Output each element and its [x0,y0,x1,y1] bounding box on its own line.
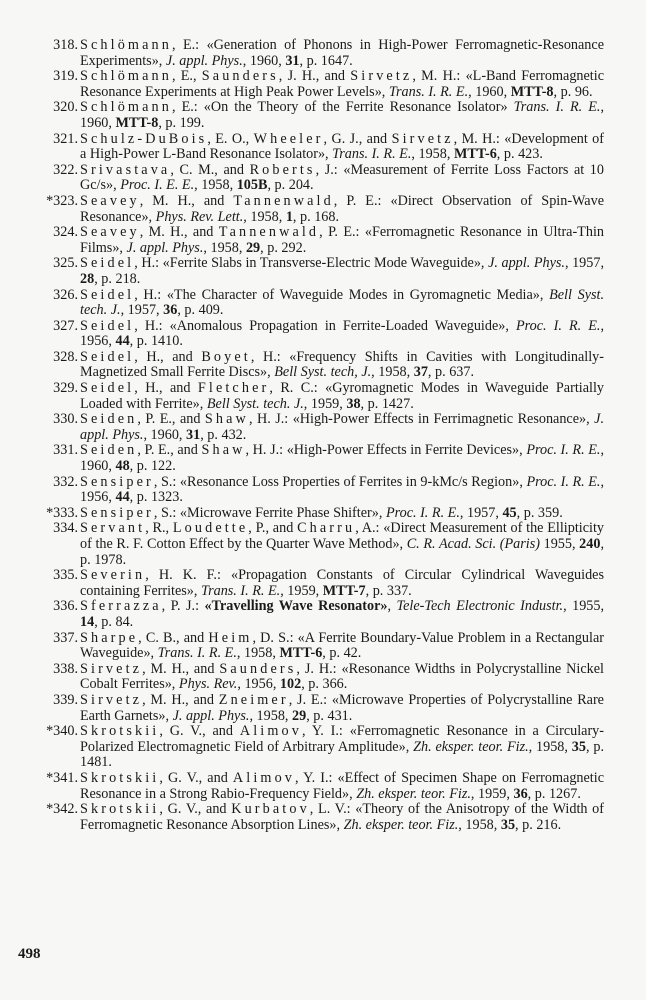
reference-text: , P. E., and [137,411,205,428]
volume-number: 14 [80,613,95,630]
reference-number: 325. [53,255,78,272]
author-name: Zneimer [218,691,289,708]
journal-name: Proc. I. R. E. [385,504,460,521]
reference-text: , 1957, [459,504,503,521]
reference-entry [18,69,604,100]
journal-name: Proc. I. R. E. [526,473,601,490]
reference-text: , H.: «Frequency Shifts in Cavities with Longitudinally-Magnetized Small Ferrite Discs», [80,348,604,381]
reference-text: , P. E., and [137,442,202,459]
reference-text: , p. 216. [515,816,562,833]
volume-number: 38 [346,395,361,412]
reference-number: 331. [53,442,78,459]
author-name: Kurbatov [231,801,310,818]
reference-number: 318. [53,37,78,53]
reference-text: , G. V., and [159,769,233,786]
reference-entry [18,475,604,506]
reference-entry [18,319,604,350]
reference-text: , p. 432. [200,426,247,443]
reference-text: , p. 42. [322,645,362,662]
volume-number: 105B [236,177,268,194]
reference-entry [18,412,604,443]
reference-text: , 1958, [243,208,286,225]
reference-text: , 1960, [242,52,286,69]
reference-text: 1955, [539,536,580,552]
reference-text: , p. 1427. [360,395,414,412]
reference-number: 329. [53,380,78,397]
author-name: Sirvetz [80,691,143,708]
journal-name: Trans. I. R. E. [157,645,237,662]
author-name: Sirvetz [350,68,413,85]
volume-number: MTT-8 [510,83,554,100]
reference-text: , 1958, [203,239,246,256]
reference-text: , H.: «Anomalous Propagation in Ferrite-Loaded Waveguide», [134,317,516,334]
author-name: Seidel [80,255,135,272]
volume-number: 45 [502,504,517,521]
reference-text: , H.: «Ferrite Slabs in Transverse-Electric Mode Waveguide», [134,255,489,272]
volume-number: 1 [285,208,293,225]
reference-number: *342. [46,801,78,818]
author-name: Schlömann [80,68,172,85]
journal-name: Zh. eksper. teor. Fiz. [413,738,529,755]
reference-text: , Y. I.: «Ferromagnetic Resonance in a Circulary-Polarized Electromagnetic Field of Arbitrary Amplitude», [80,723,605,755]
author-name: Sirvetz [391,130,454,147]
reference-entry [18,225,604,256]
volume-number: 36 [513,785,528,802]
reference-text: , p. 423. [496,146,543,163]
reference-text: , H. K. F.: «Propagation Constants of Circular Cylindrical Waveguides containing Ferrites», [80,567,604,599]
reference-number: 319. [53,68,78,85]
journal-name: J. appl. Phys. [126,239,204,256]
volume-number: MTT-6 [279,645,323,662]
reference-text: , 1960, [80,99,604,131]
author-name: Seidel [80,380,135,397]
author-name: Fletcher [197,380,270,397]
reference-text: , J.: «Measurement of Ferrite Loss Factors at 10 Gc/s», [80,161,604,194]
reference-text: , p. 122. [129,458,176,475]
reference-text: , p. 1481. [80,738,604,771]
reference-text: , p. 1323. [129,489,183,506]
reference-text: , 1960, [468,83,511,100]
reference-text: , H. J.: «High-Power Effects in Ferrite Devices», [245,442,527,459]
reference-entry [18,443,604,474]
reference-text: , 1956, [237,676,280,693]
reference-number: 332. [53,473,78,490]
journal-name: Trans. I. R. E. [332,146,412,163]
reference-number: *340. [46,723,78,740]
reference-text: , 1956, [80,473,605,506]
reference-number: 326. [53,286,78,303]
reference-entry [18,693,604,724]
reference-entry [18,631,604,662]
journal-name: Bell Syst. tech. J. [206,395,304,412]
author-name: Schlömann [80,99,172,116]
author-name: Heim [208,629,253,646]
reference-text: , p. 218. [94,270,141,287]
author-name: Alimov [239,723,302,740]
volume-number: 102 [279,676,302,693]
reference-text: , G. V., and [159,723,240,740]
reference-number: 320. [53,99,78,116]
reference-number: 328. [53,348,78,365]
reference-entry [18,38,604,69]
journal-name: Proc. I. R. E. [515,317,601,334]
reference-text: , 1958, [249,707,292,724]
reference-entry [18,568,604,599]
reference-entry [18,724,604,771]
reference-text: , H. J.: «High-Power Effects in Ferrimagnetic Resonance», [248,411,595,428]
reference-text: , 1957, [120,302,164,319]
reference-number: 321. [53,130,78,147]
reference-text: , p. 199. [158,114,205,131]
volume-number: 29 [292,707,307,724]
volume-number: 240 [579,536,601,552]
reference-text: , 1958, [236,645,280,662]
reference-text: , 1958, [371,364,414,381]
journal-name: J. appl. Phys. [488,255,565,272]
reference-number: 330. [53,411,78,428]
reference-number: 338. [53,660,78,677]
reference-entry [18,521,604,568]
reference-number: *323. [46,192,78,209]
author-name: Seavey [80,224,140,241]
reference-text: , S.: «Resonance Loss Properties of Ferrites in 9-kMc/s Region», [153,473,527,490]
author-name: Schlömann [80,37,172,53]
reference-text: , p. 431. [306,707,353,724]
author-name: Seiden [80,411,138,428]
volume-number: 37 [413,364,428,381]
author-name: Saunders [219,660,297,677]
reference-entry [18,771,604,802]
author-name: Srivastava [80,161,171,178]
reference-number: 322. [53,161,78,178]
author-name: Charru [297,520,356,537]
reference-text: , M. H.: «L-Band Ferromagnetic Resonance Experiments at High Peak Power Levels», [80,68,604,100]
reference-text: , p. 359. [516,504,563,521]
reference-text: , p. 292. [260,239,307,256]
author-name: Skrotskii [80,723,160,740]
reference-text: , 1956, [80,317,604,350]
author-name: Sharpe [80,629,139,646]
page-number: 498 [18,946,41,962]
author-name: Skrotskii [80,801,160,818]
reference-text: , G. J., and [323,130,392,147]
author-name: Severin [80,567,146,584]
volume-number: 29 [245,239,261,256]
reference-entry [18,100,604,131]
reference-text: , Y. I.: «Effect of Specimen Shape on Ferromagnetic Resonance in a Strong Rabio-Frequency Field», [80,769,604,802]
author-name: Tannenwald [233,192,334,209]
journal-name: Trans. I. R. E. [513,99,601,116]
reference-text: , p. 409. [177,302,224,319]
reference-text: , S.: «Microwave Ferrite Phase Shifter», [153,504,386,521]
reference-text: , p. 84. [94,613,134,630]
journal-name: C. R. Acad. Sci. (Paris) [406,536,540,552]
reference-text: , H., and [134,380,198,397]
reference-text: , L. V.: «Theory of the Anisotropy of the Width of Ferromagnetic Resonance Absorption Lines», [80,801,605,833]
author-name: Sensiper [80,504,154,521]
reference-text: , 1960, [80,442,604,475]
reference-text: , p. 1647. [299,52,353,69]
reference-number: 337. [53,629,78,646]
reference-number: 335. [53,567,78,584]
reference-text: , J. H.: «Resonance Widths in Polycrystalline Nickel Cobalt Ferrites», [80,660,604,693]
journal-name: Zh. eksper. teor. Fiz. [343,816,459,833]
reference-text: , J. E.: «Microwave Properties of Polycrystalline Rare Earth Garnets», [80,691,604,724]
journal-name: Proc. I. R. E. [526,442,601,459]
volume-number: MTT-8 [115,114,159,131]
author-name: Seavey [80,192,140,209]
reference-number: *341. [46,769,78,786]
volume-number: 35 [500,816,516,833]
reference-number: 324. [53,224,78,241]
reference-text: , p. 168. [292,208,340,225]
author-name: Shaw [201,442,246,459]
journal-name: Trans. I. R. E. [388,83,469,100]
reference-entry [18,288,604,319]
reference-text: , E., [171,68,202,85]
reference-text: , 1959, [303,395,347,412]
journal-name: Trans. I. R. E. [200,582,281,599]
reference-text: , p. 637. [427,364,475,381]
reference-text: , H.: «The Character of Waveguide Modes in Gyromagnetic Media», [134,286,550,303]
volume-number: 44 [115,333,130,350]
journal-name: Tele-Tech Electronic Industr. [396,598,564,615]
author-name: Seiden [80,442,138,459]
reference-text: , p. 204. [267,177,314,194]
reference-text: , p. 366. [301,676,348,693]
reference-entry [18,599,604,630]
volume-number: 36 [163,302,178,319]
reference-text: , P. J.: [161,598,205,615]
reference-number: 339. [53,691,78,708]
author-name: Sirvetz [80,660,143,677]
reference-text: , 1957, [564,255,604,272]
reference-text: , [387,598,397,615]
author-name: Skrotskii [80,769,160,786]
author-name: Loudette [172,520,249,537]
journal-name: Zh. eksper. teor. Fiz. [356,785,471,802]
volume-number: 31 [186,426,201,443]
journal-name: J. appl. Phys. [165,52,243,69]
reference-entry [18,256,604,287]
journal-name: Phys. Rev. [178,676,238,693]
reference-text: , J. H., and [278,68,351,85]
reference-text: , R. C.: «Gyromagnetic Modes in Waveguide Partially Loaded with Ferrite», [80,380,604,412]
author-name: Seidel [80,317,135,334]
reference-text: , 1960, [143,426,187,443]
reference-text: , M. H., and [142,660,220,677]
reference-text: , R., [145,520,173,537]
reference-text: , p. 1267. [527,785,581,802]
reference-entry [18,802,604,833]
reference-list [18,38,604,833]
reference-text: , 1958, [458,816,501,833]
reference-text: , D. S.: «A Ferrite Boundary-Value Problem in a Rectangular Waveguide», [80,629,604,662]
author-name: Shaw [204,411,249,428]
author-name: Sferrazza [80,598,162,615]
reference-text: , E. O., [207,130,254,147]
author-name: Alimov [232,769,296,786]
reference-text: , M. H., and [139,192,234,209]
author-name: Wheeler [253,130,324,147]
reference-text: , E.: «Generation of Phonons in High-Power Ferromagnetic-Resonance Experiments», [80,37,604,69]
reference-text: , p. 1978. [80,536,604,568]
reference-text: , P. E.: «Direct Observation of Spin-Wave Resonance», [80,192,604,225]
author-name: Tannenwald [218,224,320,241]
reference-text: , M. H., and [139,224,219,241]
volume-number: «Travelling Wave Resonator» [204,598,388,615]
reference-entry [18,662,604,693]
journal-name: Proc. I. E. E. [120,177,195,194]
journal-name: J. appl. Phys. [80,411,604,443]
journal-name: J. appl. Phys. [172,707,250,724]
reference-text: , 1958, [194,177,237,194]
reference-number: 334. [53,520,78,537]
reference-text: , 1959, [470,785,514,802]
reference-text: , p. 1410. [129,333,183,350]
reference-number: *333. [46,504,78,521]
reference-text: , G. V., and [159,801,232,818]
volume-number: 48 [115,458,130,475]
reference-text: , 1955, [563,598,605,615]
reference-entry [18,506,604,522]
author-name: Servant [80,520,146,537]
reference-text: , A.: «Direct Measurement of the Ellipticity of the R. F. Cotton Effect by the Quarter Wave Method», [80,520,604,552]
author-name: Boyet [201,348,251,365]
reference-entry [18,194,604,225]
volume-number: MTT-6 [453,146,497,163]
reference-entry [18,132,604,163]
reference-entry [18,350,604,381]
reference-text: , P., and [248,520,298,537]
volume-number: 28 [80,270,95,287]
reference-text: , 1959, [280,582,323,599]
reference-text: , C. B., and [138,629,209,646]
reference-number: 336. [53,598,78,615]
reference-text: , H., and [134,348,202,365]
reference-text: , M. H., and [142,691,219,708]
volume-number: 31 [285,52,300,69]
author-name: Seidel [80,286,135,303]
author-name: Sensiper [80,473,154,490]
reference-number: 327. [53,317,78,334]
reference-text: , p. 337. [365,582,412,599]
reference-text: , C. M., and [170,161,250,178]
volume-number: 35 [571,738,586,755]
author-name: Schulz-DuBois [80,130,208,147]
author-name: Roberts [249,161,316,178]
reference-text: , E.: «On the Theory of the Ferrite Resonance Isolator» [171,99,514,116]
reference-entry [18,381,604,412]
reference-text: , p. 96. [553,83,593,100]
journal-name: Bell Syst. tech, J. [274,364,372,381]
volume-number: MTT-7 [322,582,366,599]
reference-text: , 1958, [411,146,454,163]
journal-name: Bell Syst. tech. J. [80,286,604,319]
author-name: Saunders [201,68,279,85]
journal-name: Phys. Rev. Lett. [155,208,244,225]
reference-text: , P. E.: «Ferromagnetic Resonance in Ultra-Thin Films», [80,224,604,256]
reference-text: , M. H.: «Development of a High-Power L-Band Resonance Isolator», [80,130,604,163]
reference-text: , 1958, [528,738,572,755]
volume-number: 44 [115,489,130,506]
author-name: Seidel [80,348,135,365]
reference-entry [18,163,604,194]
